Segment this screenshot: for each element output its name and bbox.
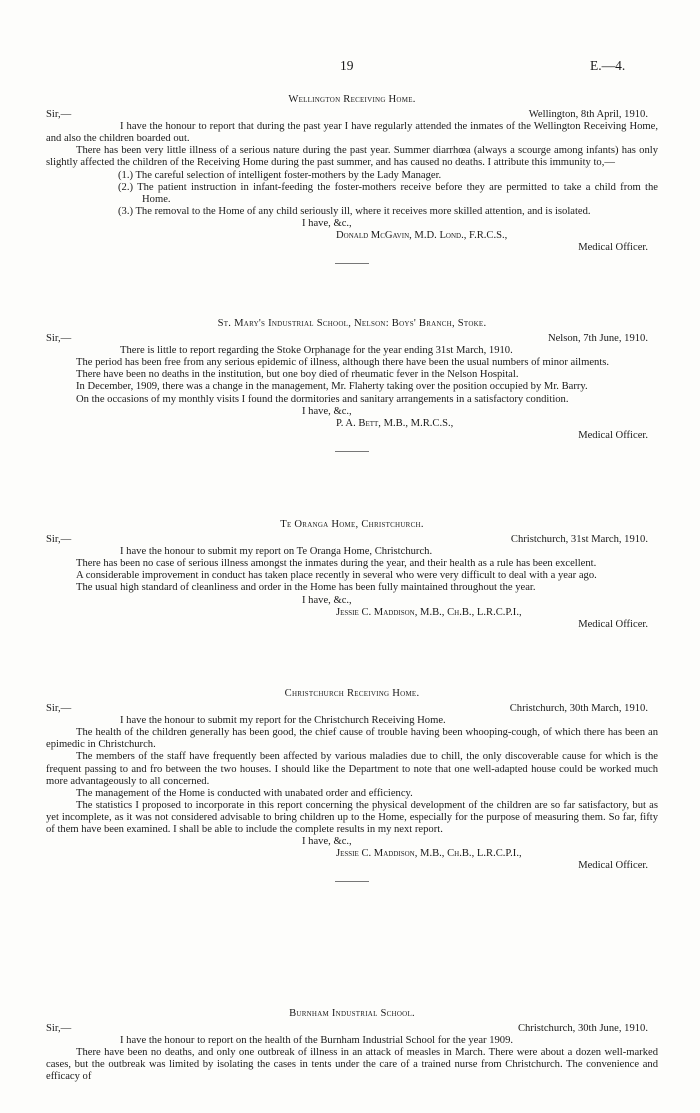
office-title: Medical Officer. bbox=[578, 618, 648, 630]
list-item: (1.) The careful selection of intelligent foster-mothers by the Lady Manager. bbox=[118, 169, 442, 181]
paragraph: I have the honour to submit my report on Te Oranga Home, Christchurch. bbox=[120, 546, 433, 558]
section-divider bbox=[335, 263, 369, 264]
salutation: Sir,— bbox=[46, 109, 72, 121]
paragraph: The period has been free from any serious epidemic of illness, although there have been the usual numbers of minor ailments. bbox=[76, 357, 610, 369]
paragraph: On the occasions of my monthly visits I found the dormitories and sanitary arrangements in a satisfactory condition. bbox=[76, 393, 569, 405]
paragraph: I have the honour to submit my report for the Christchurch Receiving Home. bbox=[120, 715, 446, 727]
salutation: Sir,— bbox=[46, 1023, 72, 1035]
paragraph: The management of the Home is conducted with unabated order and efficiency. bbox=[76, 787, 413, 799]
place-date: Christchurch, 31st March, 1910. bbox=[510, 534, 648, 546]
paragraph: The health of the children generally has been good, the chief cause of trouble having been whooping-cough, of which there has been an epimedic in Christchurch. bbox=[46, 727, 658, 751]
place-date: Wellington, 8th April, 1910. bbox=[528, 109, 648, 121]
signatory: Jessie C. Maddison, M.B., Ch.B., L.R.C.P.I., bbox=[336, 606, 522, 618]
section-title: Burnham Industrial School. bbox=[289, 1008, 415, 1019]
place-date: Christchurch, 30th March, 1910. bbox=[509, 703, 648, 715]
section-divider bbox=[335, 451, 369, 452]
section-st-marys-industrial-school bbox=[46, 318, 658, 452]
paragraph: There is little to report regarding the Stoke Orphanage for the year ending 31st March, 1910. bbox=[120, 345, 513, 357]
salutation: Sir,— bbox=[46, 333, 72, 345]
salutation: Sir,— bbox=[46, 534, 72, 546]
paragraph: I have the honour to report on the health of the Burnham Industrial School for the year 1909. bbox=[120, 1035, 514, 1047]
paragraph: There has been very little illness of a serious nature during the past year. Summer diarrhœa (always a scourge among infants) has only slightly affected the children of the Receiving Home during the past summer, and has caused no deaths. I attribute this immunity to,— bbox=[46, 145, 658, 169]
paragraph: I have the honour to report that during the past year I have regularly attended the inmates of the Wellington Receiving Home, and also the children boarded out. bbox=[46, 121, 658, 145]
report-reference: E.—4. bbox=[590, 58, 626, 73]
section-christchurch-receiving-home bbox=[46, 688, 658, 882]
signatory: Jessie C. Maddison, M.B., Ch.B., L.R.C.P.I., bbox=[336, 848, 522, 860]
place-date: Christchurch, 30th June, 1910. bbox=[517, 1023, 648, 1035]
closing: I have, &c., bbox=[302, 217, 352, 229]
paragraph: The usual high standard of cleanliness and order in the Home has been fully maintained throughout the year. bbox=[76, 582, 536, 594]
section-title: Te Oranga Home, Christchurch. bbox=[280, 519, 424, 530]
paragraph: There have been no deaths, and only one outbreak of illness in an attack of measles in March. There were about a dozen well-marked cases, but the outbreak was limited by isolating the cases in tents under the care of a trained nurse from Christchurch. The convenience and efficacy of bbox=[46, 1047, 658, 1083]
list-item: (3.) The removal to the Home of any child seriously ill, where it receives more skilled attention, and is isolated. bbox=[118, 205, 591, 217]
paragraph: A considerable improvement in conduct has taken place recently in several who were very difficult to deal with a year ago. bbox=[76, 570, 597, 582]
closing: I have, &c., bbox=[302, 836, 352, 848]
closing: I have, &c., bbox=[302, 594, 352, 606]
section-te-oranga-home bbox=[46, 519, 658, 631]
list-item: (2.) The patient instruction in infant-feeding the foster-mothers receive before they are permitted to take a child from the Home. bbox=[118, 181, 658, 205]
place-date: Nelson, 7th June, 1910. bbox=[547, 333, 648, 345]
salutation: Sir,— bbox=[46, 703, 72, 715]
section-divider bbox=[335, 881, 369, 882]
paragraph: The statistics I proposed to incorporate in this report concerning the physical development of the children are so far satisfactory, but as yet incomplete, as it was not considered advisable to bring children up to the Home, especially for the purpose of measuring them. So far, fifty of them have been examined. I shall be able to include the complete results in my next report. bbox=[46, 799, 658, 836]
office-title: Medical Officer. bbox=[578, 242, 648, 254]
section-title: Wellington Receiving Home. bbox=[288, 94, 416, 105]
page-header bbox=[0, 60, 700, 76]
closing: I have, &c., bbox=[302, 405, 352, 417]
signatory: Donald McGavin, M.D. Lond., F.R.C.S., bbox=[336, 230, 508, 242]
section-burnham-industrial-school bbox=[46, 1008, 658, 1084]
paragraph: There has been no case of serious illness amongst the inmates during the year, and their health as a rule has been excellent. bbox=[76, 558, 597, 570]
paragraph: There have been no deaths in the institution, but one boy died of rheumatic fever in the Nelson Hospital. bbox=[76, 369, 519, 381]
section-title: St. Mary's Industrial School, Nelson: Boys' Branch, Stoke. bbox=[217, 318, 487, 329]
paragraph: In December, 1909, there was a change in the management, Mr. Flaherty taking over the position occupied by Mr. Barry. bbox=[76, 381, 588, 393]
section-title: Christchurch Receiving Home. bbox=[284, 688, 420, 699]
section-wellington-receiving-home bbox=[46, 94, 658, 264]
office-title: Medical Officer. bbox=[578, 429, 648, 441]
office-title: Medical Officer. bbox=[578, 860, 648, 872]
paragraph: The members of the staff have frequently been affected by various maladies due to chill, the only discoverable cause for which is the frequent passing to and fro between the two houses. I should like the Department to note that one well-adapted house could be worked much more advantageously to all concerned. bbox=[46, 751, 658, 787]
page-number: 19 bbox=[340, 58, 354, 73]
signatory: P. A. Bett, M.B., M.R.C.S., bbox=[336, 417, 454, 429]
